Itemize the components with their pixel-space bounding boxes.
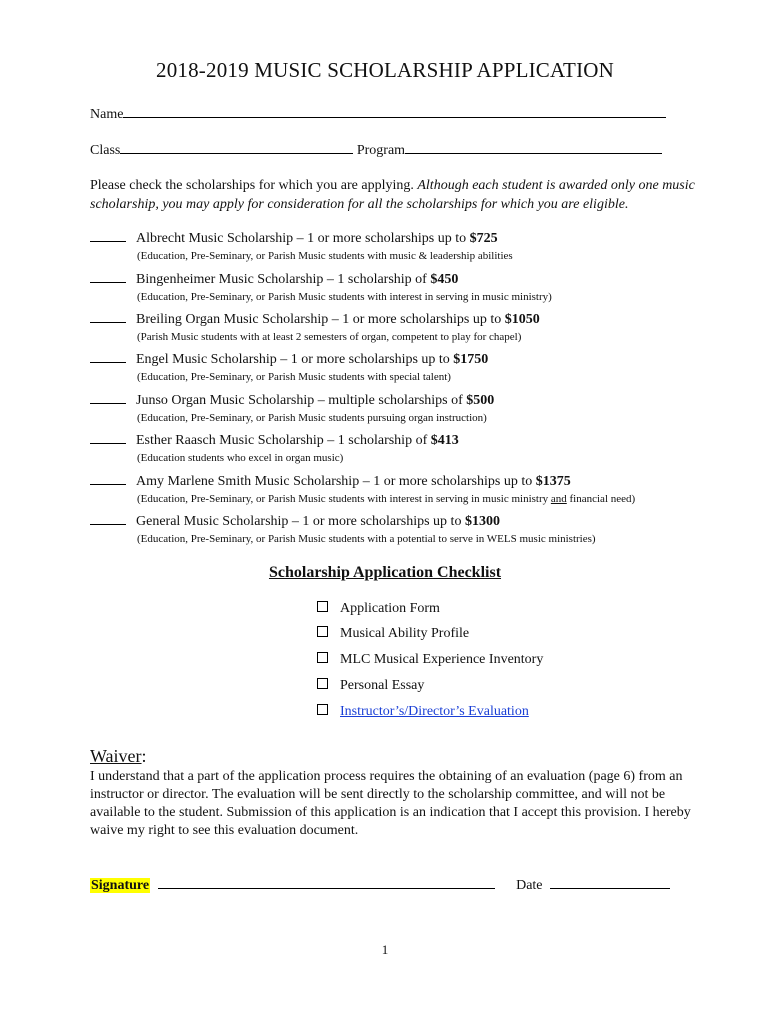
instructor-evaluation-link[interactable]: Instructor’s/Director’s Evaluation <box>340 704 529 719</box>
scholarship-eligibility: (Education, Pre-Seminary, or Parish Music students with interest in serving in music ministry) <box>137 291 552 303</box>
scholarship-name: Breiling Organ Music Scholarship – 1 or more scholarships up to <box>136 312 505 327</box>
class-field[interactable] <box>120 140 353 154</box>
checklist-item[interactable] <box>317 601 440 617</box>
scholarship-check-blank[interactable] <box>90 431 126 444</box>
scholarship-check-blank[interactable] <box>90 270 126 283</box>
scholarship-item <box>90 431 730 464</box>
waiver-heading <box>90 746 147 767</box>
scholarship-eligibility: (Education, Pre-Seminary, or Parish Music students with music & leadership abilities <box>137 250 513 262</box>
scholarship-eligibility: (Education students who excel in organ music) <box>137 452 344 464</box>
scholarship-item <box>90 270 730 303</box>
scholarship-check-blank[interactable] <box>90 391 126 404</box>
scholarship-check-blank[interactable] <box>90 512 126 525</box>
waiver-title: Waiver <box>90 746 142 766</box>
scholarship-eligibility: (Education, Pre-Seminary, or Parish Music students pursuing organ instruction) <box>137 412 487 424</box>
checklist-item[interactable] <box>317 626 469 642</box>
checklist-item[interactable] <box>317 652 543 668</box>
scholarship-name: Esther Raasch Music Scholarship – 1 scholarship of <box>136 433 431 448</box>
checklist-item[interactable] <box>317 678 424 694</box>
checklist-item[interactable] <box>317 704 529 720</box>
checklist-item-label: Musical Ability Profile <box>340 626 470 641</box>
scholarship-amount: $1375 <box>535 474 571 489</box>
checkbox[interactable] <box>317 704 328 715</box>
eligibility-underlined-and: and <box>550 493 567 505</box>
scholarship-eligibility <box>137 493 730 505</box>
scholarship-name: Albrecht Music Scholarship – 1 or more scholarships up to <box>136 231 470 246</box>
scholarship-eligibility: (Education, Pre-Seminary, or Parish Music students with a potential to serve in WELS music ministries) <box>137 533 596 545</box>
name-field-row <box>90 104 666 123</box>
scholarship-name: General Music Scholarship – 1 or more scholarships up to <box>136 514 465 529</box>
signature-field[interactable] <box>158 875 495 889</box>
checkbox[interactable] <box>317 601 328 612</box>
scholarship-item <box>90 310 730 343</box>
instructions-italic: Although each student is awarded only one music scholarship, you may apply for consideration for all the scholarships for which you are eligible. <box>90 178 695 212</box>
checkbox[interactable] <box>317 678 328 689</box>
scholarship-item <box>90 391 730 424</box>
waiver-colon: : <box>141 746 147 766</box>
checkbox[interactable] <box>317 626 328 637</box>
signature-row <box>90 875 670 894</box>
scholarship-item <box>90 229 730 262</box>
scholarship-item <box>90 472 730 505</box>
scholarship-check-blank[interactable] <box>90 229 126 242</box>
scholarship-item <box>90 512 730 545</box>
scholarship-amount: $1750 <box>453 352 489 367</box>
scholarship-amount: $450 <box>430 272 459 287</box>
name-label: Name <box>90 107 124 122</box>
scholarship-amount: $500 <box>466 393 495 408</box>
checklist-item-label: Application Form <box>340 601 440 616</box>
checklist-title: Scholarship Application Checklist <box>268 564 502 581</box>
checklist-item-label: MLC Musical Experience Inventory <box>340 652 544 667</box>
scholarship-eligibility: (Education, Pre-Seminary, or Parish Music students with special talent) <box>137 371 451 383</box>
scholarship-item <box>90 350 730 383</box>
scholarship-name: Amy Marlene Smith Music Scholarship – 1 or more scholarships up to <box>136 474 536 489</box>
scholarship-name: Junso Organ Music Scholarship – multiple scholarships of <box>136 393 467 408</box>
scholarship-amount: $1300 <box>464 514 500 529</box>
checklist-item-label: Personal Essay <box>340 678 425 693</box>
class-label: Class <box>90 143 121 158</box>
page-number: 1 <box>381 942 389 957</box>
date-label: Date <box>516 878 543 893</box>
date-field[interactable] <box>550 875 670 889</box>
instructions-plain: Please check the scholarships for which you are applying. <box>90 178 414 193</box>
instructions-paragraph <box>90 176 710 214</box>
scholarship-check-blank[interactable] <box>90 310 126 323</box>
program-label: Program <box>356 143 406 158</box>
scholarship-check-blank[interactable] <box>90 472 126 485</box>
scholarship-name: Bingenheimer Music Scholarship – 1 scholarship of <box>136 272 431 287</box>
scholarship-amount: $413 <box>430 433 459 448</box>
waiver-text: I understand that a part of the application process requires the obtaining of an evaluation (page 6) from an instructor or director. The evaluation will be sent directly to the scholarship committee, and will not be available to the student. Submission of this application is an indication that I accept this provision. I hereby waive my right to see this evaluation document. <box>90 769 691 838</box>
name-field[interactable] <box>123 104 666 118</box>
scholarship-amount: $725 <box>469 231 498 246</box>
program-field[interactable] <box>405 140 662 154</box>
class-program-row <box>90 140 662 159</box>
page-title: 2018-2019 MUSIC SCHOLARSHIP APPLICATION <box>156 58 614 82</box>
eligibility-text-b: financial need) <box>566 493 636 505</box>
scholarship-check-blank[interactable] <box>90 350 126 363</box>
signature-label: Signature <box>91 878 150 893</box>
scholarship-eligibility: (Parish Music students with at least 2 semesters of organ, competent to play for chapel) <box>137 331 522 343</box>
scholarship-name: Engel Music Scholarship – 1 or more scholarships up to <box>136 352 454 367</box>
eligibility-text-a: (Education, Pre-Seminary, or Parish Music students with interest in serving in music ministry <box>137 493 551 505</box>
checkbox[interactable] <box>317 652 328 663</box>
scholarship-amount: $1050 <box>504 312 540 327</box>
